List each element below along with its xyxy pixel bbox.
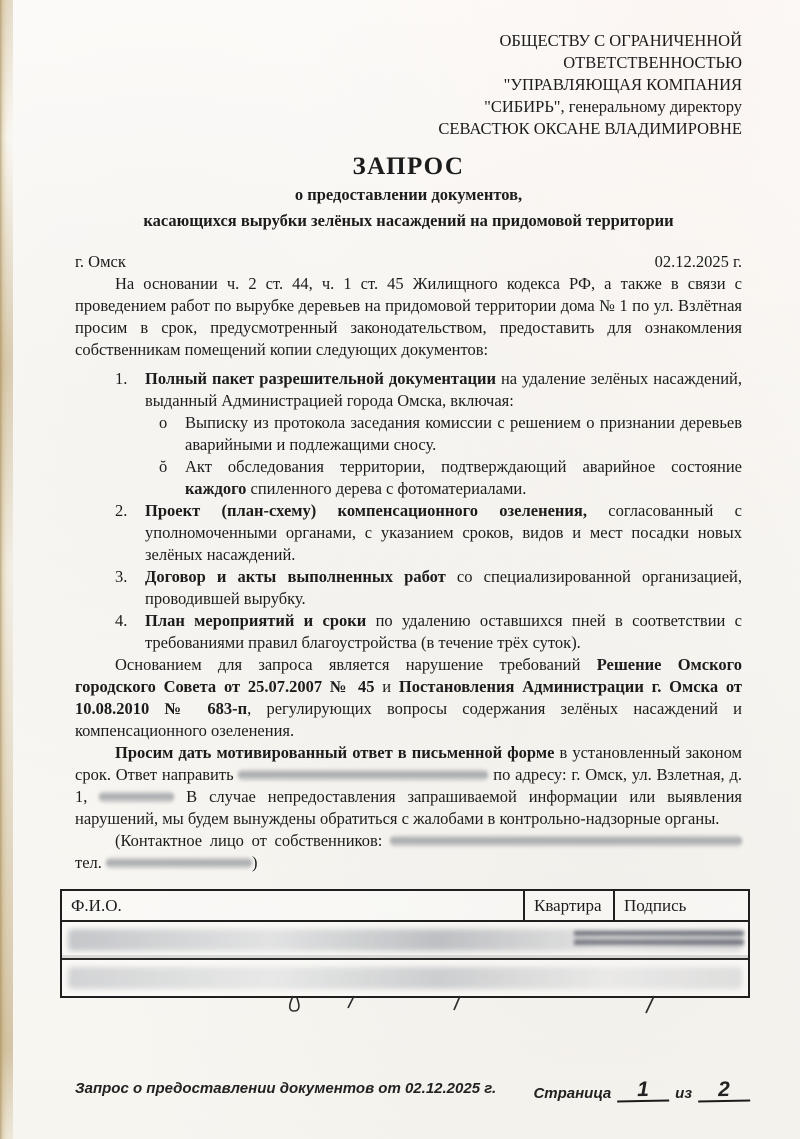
sub-bullet-1 [75,412,742,456]
document-subtitle-line1: о предоставлении документов, [294,185,523,204]
document-subtitle-line2: касающихся вырубки зелёных насаждений на придомовой территории [143,211,674,230]
redacted-handwriting [68,967,742,989]
sub-bullet-text: Выписку из протокола заседания комиссии с решением о признании деревьев аварийными и подлежащими сносу. [185,413,742,454]
redacted-text [238,769,488,781]
city-label: г. Омск [75,252,126,271]
footer-doc-label: Запрос о предоставлении документов от 02.12.2025 г. [75,1080,497,1097]
intro-paragraph: На основании ч. 2 ст. 44, ч. 1 ст. 45 Жилищного кодекса РФ, а также в связи с проведением работ по вырубке деревьев на придомовой территории дома № 1 по ул. Взлётная просим в срок, предусмотренный законодательством, предоставить для ознакомления собственникам помещений копии следующих документов: [75,274,742,359]
list-item-number: 3. [115,567,128,586]
addressee-line: ОТВЕТСТВЕННОСТЬЮ [563,53,742,72]
place-date-row [75,251,742,273]
table-row [62,922,748,958]
list-item-text: Проект (план-схему) компенсационного озеленения, согласованный с уполномоченными органами, с указанием сроков, видов и мест посадки новых зелёных насаждений. [145,501,742,564]
document-list [75,368,742,654]
signature-blur [574,926,744,952]
list-item-text: План мероприятий и сроки по удалению оставшихся пней в соответствии с требованиями правил благоустройства (в течение трёх суток). [145,611,743,652]
redacted-text [99,791,174,803]
signature-table [60,889,750,998]
header-cell-fio: Ф.И.О. [71,896,122,915]
list-item-1 [75,368,742,412]
table-row [62,958,748,996]
document-title: ЗАПРОС [352,153,465,180]
footer [75,1077,750,1102]
list-item-text: Договор и акты выполненных работ со специализированной организацией, проводившей вырубку. [145,567,742,608]
document-content [71,0,743,998]
footer-page-indicator [533,1077,750,1102]
sub-bullet-2 [75,456,742,500]
header-cell-apartment: Квартира [523,891,613,920]
addressee-line: "СИБИРЬ", генеральному директору [484,97,742,116]
contact-paragraph: (Контактное лицо от собственников: тел. ) [75,830,742,874]
addressee-block [75,30,742,140]
addressee-line: СЕВАСТЮК ОКСАНЕ ВЛАДИМИРОВНЕ [438,119,742,138]
addressee-line: "УПРАВЛЯЮЩАЯ КОМПАНИЯ [503,75,742,94]
page-word: Страница [533,1085,612,1102]
table-header-row [62,891,748,922]
bullet-marker: o [159,413,168,432]
date-label: 02.12.2025 г. [654,252,742,271]
page-number-current: 1 [617,1080,669,1103]
list-item-number: 2. [115,501,128,520]
list-item-4 [75,610,742,654]
list-item-text: Полный пакет разрешительной документации на удаление зелёных насаждений, выданный Администрацией города Омска, включая: [145,369,742,410]
list-item-2 [75,500,742,566]
list-item-3 [75,566,742,610]
request-paragraph: Просим дать мотивированный ответ в письменной форме в установленный законом срок. Ответ направить по адресу: г. Омск, ул. Взлетная, д. 1, В случае непредоставления запрашиваемой информации или выявления нарушений, мы будем вынуждены обратиться с жалобами в контрольно-надзорные органы. [75,743,742,828]
pen-stroke-marks [62,996,748,1018]
redacted-text [106,857,252,869]
sub-bullet-text: Акт обследования территории, подтверждающий аварийное состояние каждого спиленного дерева с фотоматериалами. [185,457,742,498]
header-cell-signature: Подпись [613,891,744,920]
redacted-text [390,835,742,847]
list-item-number: 4. [115,611,128,630]
page-number-total: 2 [698,1080,750,1103]
addressee-line: ОБЩЕСТВУ С ОГРАНИЧЕННОЙ [499,31,742,50]
of-word: из [675,1085,692,1102]
list-item-number: 1. [115,369,128,388]
scan-edge-shadow [0,0,13,1139]
basis-paragraph: Основанием для запроса является нарушение требований Решение Омского городского Совета от 25.07.2007 № 45 и Постановления Администрации г. Омска от 10.08.2010 № 683-п, регулирующих вопросы содержания зелёных насаждений и компенсационного озеленения. [75,655,742,740]
bullet-marker: ŏ [159,457,168,476]
